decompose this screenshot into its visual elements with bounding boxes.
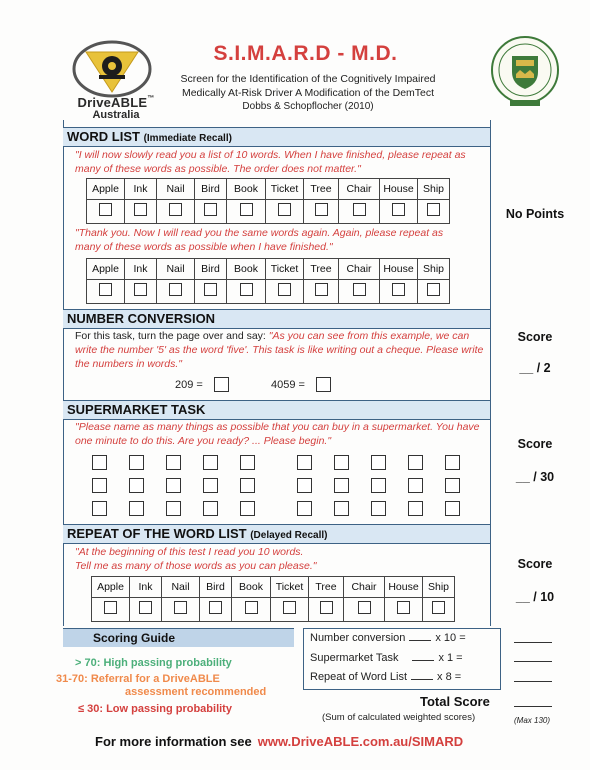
word-cell <box>339 200 380 224</box>
word-header: House <box>380 179 418 200</box>
guide-mid: 31-70: Referral for a DriveABLE <box>56 673 220 685</box>
word-header: Chair <box>339 179 380 200</box>
supermarket-item-checkbox[interactable] <box>166 455 181 470</box>
word-table-trial-1 <box>86 178 450 224</box>
supermarket-item-checkbox[interactable] <box>129 501 144 516</box>
score-row-repeat: Repeat of Word List x 8 = <box>310 671 462 683</box>
word-cell <box>380 280 418 304</box>
word-cell <box>200 598 232 622</box>
supermarket-item-checkbox[interactable] <box>129 455 144 470</box>
supermarket-item-checkbox[interactable] <box>297 501 312 516</box>
word-recall-checkbox[interactable] <box>240 283 253 296</box>
word-cell <box>309 598 344 622</box>
word-cell <box>195 200 227 224</box>
number-conversion-instruction: For this task, turn the page over and say: "As you can see from this example, we can write the number '5' as the word 'five'. This task is like writing out a cheque. Please write the numbers in words." <box>75 330 484 370</box>
guide-low: ≤ 30: Low passing probability <box>78 703 232 715</box>
word-recall-checkbox[interactable] <box>397 601 410 614</box>
word-header: Tree <box>309 577 344 598</box>
word-cell <box>195 280 227 304</box>
word-recall-checkbox[interactable] <box>99 283 112 296</box>
word-table-delayed-recall <box>91 576 455 622</box>
supermarket-item-checkbox[interactable] <box>240 478 255 493</box>
word-header: Nail <box>157 259 195 280</box>
supermarket-score-label: Score <box>517 437 553 451</box>
score-line-repeat[interactable] <box>514 681 552 682</box>
word-recall-checkbox[interactable] <box>283 601 296 614</box>
score-row-supermarket: Supermarket Task x 1 = <box>310 652 463 664</box>
section-header-number-conversion: NUMBER CONVERSION <box>63 309 490 329</box>
supermarket-item-checkbox[interactable] <box>92 455 107 470</box>
word-recall-checkbox[interactable] <box>315 283 328 296</box>
word-cell <box>271 598 309 622</box>
supermarket-item-checkbox[interactable] <box>371 478 386 493</box>
supermarket-item-checkbox[interactable] <box>408 455 423 470</box>
word-cell <box>162 598 200 622</box>
word-header: Ink <box>125 259 157 280</box>
word-recall-checkbox[interactable] <box>353 203 366 216</box>
word-recall-checkbox[interactable] <box>427 203 440 216</box>
university-crest-logo <box>488 30 562 122</box>
scoring-guide-header: Scoring Guide <box>63 628 294 647</box>
word-cell <box>125 200 157 224</box>
footer-url-link[interactable]: www.DriveABLE.com.au/SIMARD <box>257 734 464 749</box>
word-recall-checkbox[interactable] <box>134 203 147 216</box>
number-item-4059-label: 4059 = <box>271 379 305 391</box>
guide-mid-2: assessment recommended <box>125 686 267 698</box>
word-header: Ticket <box>266 259 304 280</box>
word-cell <box>418 200 450 224</box>
word-recall-checkbox[interactable] <box>240 203 253 216</box>
total-score-note: (Sum of calculated weighted scores) <box>322 712 476 723</box>
supermarket-item-checkbox[interactable] <box>408 478 423 493</box>
section-header-supermarket: SUPERMARKET TASK <box>63 400 490 420</box>
word-header: Apple <box>87 179 125 200</box>
word-cell <box>266 280 304 304</box>
word-recall-checkbox[interactable] <box>245 601 258 614</box>
word-recall-checkbox[interactable] <box>392 203 405 216</box>
supermarket-item-checkbox[interactable] <box>240 501 255 516</box>
supermarket-item-checkbox[interactable] <box>371 455 386 470</box>
brand-name: DriveABLE™ <box>77 95 155 110</box>
score-line-number-conversion[interactable] <box>514 642 552 643</box>
word-cell <box>157 200 195 224</box>
supermarket-item-checkbox[interactable] <box>166 501 181 516</box>
word-cell <box>304 280 339 304</box>
word-cell <box>344 598 385 622</box>
supermarket-score-max: __ / 30 <box>515 470 555 484</box>
supermarket-item-checkbox[interactable] <box>297 455 312 470</box>
word-cell <box>87 280 125 304</box>
word-cell <box>130 598 162 622</box>
word-header: Ink <box>130 577 162 598</box>
word-recall-checkbox[interactable] <box>432 601 445 614</box>
word-list-no-points: No Points <box>505 207 565 221</box>
word-cell <box>266 200 304 224</box>
word-header: Book <box>227 259 266 280</box>
word-cell <box>339 280 380 304</box>
word-header: Book <box>227 179 266 200</box>
repeat-instruction-line2: Tell me as many of those words as you can please." <box>75 560 317 572</box>
word-recall-checkbox[interactable] <box>204 203 217 216</box>
supermarket-item-checkbox[interactable] <box>92 501 107 516</box>
word-cell <box>380 200 418 224</box>
word-recall-checkbox[interactable] <box>99 203 112 216</box>
score-line-supermarket[interactable] <box>514 661 552 662</box>
word-header: Chair <box>339 259 380 280</box>
word-header: Bird <box>200 577 232 598</box>
word-header: Bird <box>195 259 227 280</box>
word-header: Tree <box>304 179 339 200</box>
supermarket-item-checkbox[interactable] <box>445 478 460 493</box>
word-cell <box>87 200 125 224</box>
repeat-score-max: __ / 10 <box>515 590 555 604</box>
word-header: Book <box>232 577 271 598</box>
number-conversion-score-label: Score <box>517 330 553 344</box>
word-recall-checkbox[interactable] <box>104 601 117 614</box>
supermarket-instruction: "Please name as many things as possible that you can buy in a supermarket. You have one minute to do this. Are you ready? ... Please begin." <box>75 421 480 447</box>
word-recall-checkbox[interactable] <box>358 601 371 614</box>
word-header: Bird <box>195 179 227 200</box>
word-header: Tree <box>304 259 339 280</box>
supermarket-item-checkbox[interactable] <box>408 501 423 516</box>
word-header: Ship <box>418 179 450 200</box>
supermarket-item-checkbox[interactable] <box>371 501 386 516</box>
word-cell <box>227 280 266 304</box>
word-recall-checkbox[interactable] <box>139 601 152 614</box>
footer: For more information see www.DriveABLE.com.au/SIMARD <box>95 734 464 749</box>
supermarket-item-checkbox[interactable] <box>203 501 218 516</box>
supermarket-item-checkbox[interactable] <box>129 478 144 493</box>
word-header: Apple <box>87 259 125 280</box>
supermarket-item-checkbox[interactable] <box>334 501 349 516</box>
repeat-instruction-line1: "At the beginning of this test I read you 10 words. <box>75 546 304 558</box>
word-cell <box>157 280 195 304</box>
word-header: Ticket <box>266 179 304 200</box>
section-header-word-list: WORD LIST (Immediate Recall) <box>63 127 490 147</box>
subtitle-line2: Medically At-Risk Driver A Modification of the DemTect <box>181 87 435 99</box>
word-recall-checkbox[interactable] <box>204 283 217 296</box>
supermarket-item-checkbox[interactable] <box>203 478 218 493</box>
word-recall-checkbox[interactable] <box>169 283 182 296</box>
word-recall-checkbox[interactable] <box>278 203 291 216</box>
number-item-4059-checkbox[interactable] <box>316 377 331 392</box>
word-cell <box>232 598 271 622</box>
number-item-209-label: 209 = <box>175 379 203 391</box>
word-header: Nail <box>157 179 195 200</box>
number-conversion-score-max: __ / 2 <box>519 361 551 375</box>
word-table-trial-2 <box>86 258 450 304</box>
word-cell <box>92 598 130 622</box>
word-header: Apple <box>92 577 130 598</box>
word-recall-checkbox[interactable] <box>169 203 182 216</box>
guide-high: > 70: High passing probability <box>75 657 232 669</box>
word-recall-checkbox[interactable] <box>209 601 222 614</box>
supermarket-item-checkbox[interactable] <box>240 455 255 470</box>
word-header: Ship <box>423 577 455 598</box>
word-cell <box>385 598 423 622</box>
word-header: Ink <box>125 179 157 200</box>
word-recall-checkbox[interactable] <box>278 283 291 296</box>
total-score-line[interactable] <box>514 706 552 707</box>
supermarket-item-checkbox[interactable] <box>297 478 312 493</box>
word-recall-checkbox[interactable] <box>353 283 366 296</box>
word-recall-checkbox[interactable] <box>315 203 328 216</box>
total-score-label: Total Score <box>420 694 490 709</box>
supermarket-item-checkbox[interactable] <box>203 455 218 470</box>
word-recall-checkbox[interactable] <box>427 283 440 296</box>
word-list-instruction-2: "Thank you. Now I will read you the same words again. Again, please repeat as many of these words as possible when I have finished." <box>75 227 444 253</box>
word-header: Nail <box>162 577 200 598</box>
score-row-number-conversion: Number conversion x 10 = <box>310 632 466 644</box>
subtitle-line1: Screen for the Identification of the Cognitively Impaired <box>180 73 436 85</box>
word-cell <box>423 598 455 622</box>
supermarket-item-checkbox[interactable] <box>445 501 460 516</box>
supermarket-item-checkbox[interactable] <box>334 455 349 470</box>
word-cell <box>418 280 450 304</box>
supermarket-item-checkbox[interactable] <box>334 478 349 493</box>
supermarket-item-checkbox[interactable] <box>166 478 181 493</box>
word-recall-checkbox[interactable] <box>174 601 187 614</box>
word-list-instruction-1: "I will now slowly read you a list of 10 words. When I have finished, please repeat as many of these words as possible. The order does not matter." <box>75 149 466 175</box>
authors: Dobbs & Schopflocher (2010) <box>242 101 374 112</box>
form-title: S.I.M.A.R.D - M.D. <box>213 42 398 65</box>
word-header: Ticket <box>271 577 309 598</box>
section-header-repeat-word-list: REPEAT OF THE WORD LIST (Delayed Recall) <box>63 524 490 544</box>
word-recall-checkbox[interactable] <box>392 283 405 296</box>
word-cell <box>304 200 339 224</box>
supermarket-item-checkbox[interactable] <box>445 455 460 470</box>
max-score: (Max 130) <box>514 716 551 725</box>
word-recall-checkbox[interactable] <box>320 601 333 614</box>
word-header: House <box>385 577 423 598</box>
repeat-score-label: Score <box>517 557 553 571</box>
brand-region: Australia <box>92 109 140 121</box>
supermarket-item-checkbox[interactable] <box>92 478 107 493</box>
number-item-209-checkbox[interactable] <box>214 377 229 392</box>
word-cell <box>227 200 266 224</box>
word-cell <box>125 280 157 304</box>
word-recall-checkbox[interactable] <box>134 283 147 296</box>
word-header: Ship <box>418 259 450 280</box>
word-header: Chair <box>344 577 385 598</box>
word-header: House <box>380 259 418 280</box>
